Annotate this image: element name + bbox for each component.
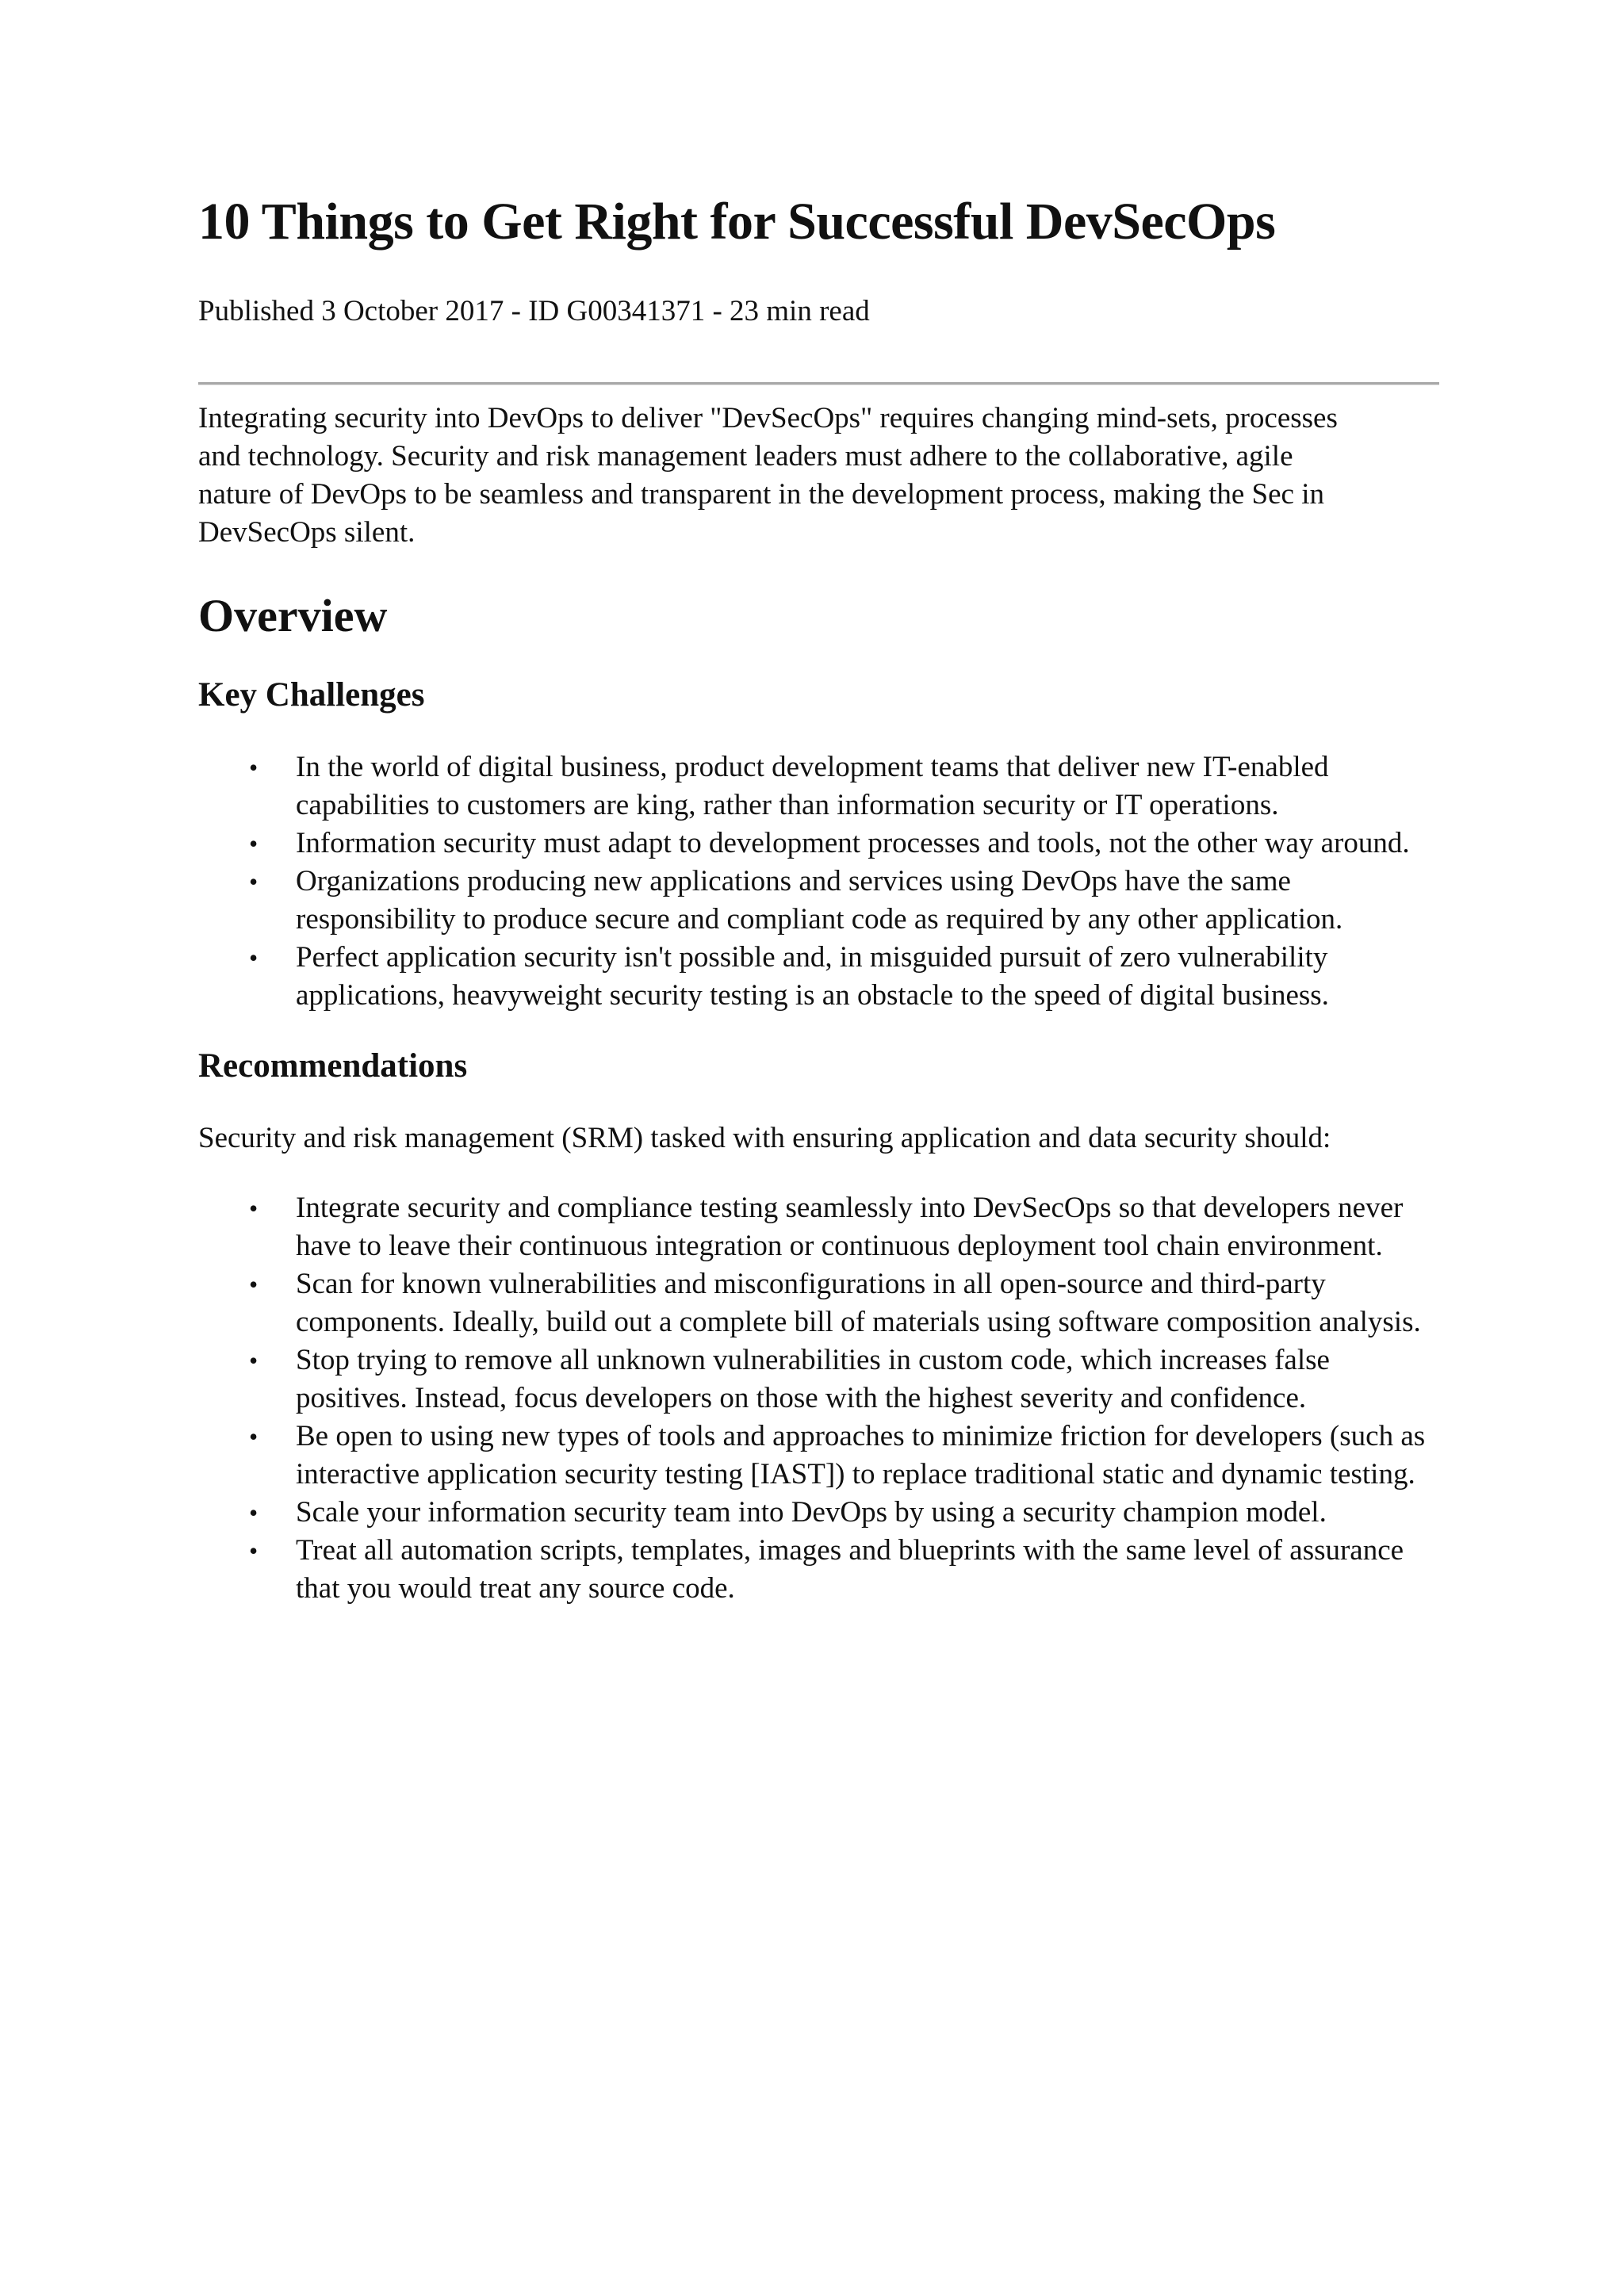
list-item (198, 1532, 1446, 1608)
list-item (198, 1418, 1446, 1494)
recommendations-intro: Security and risk management (SRM) tasked with ensuring application and data security should: (198, 1122, 1331, 1154)
overview-heading: Overview (198, 590, 388, 641)
key-challenges-heading: Key Challenges (198, 676, 425, 714)
recommendations-list (198, 1189, 1435, 1608)
list-item (198, 748, 1446, 825)
abstract: Integrating security into DevOps to deliver "DevSecOps" requires changing mind-sets, processes and technology. Security and risk management leaders must adhere to the collaborative, agile nature of DevOps to be seamless and transparent in the development process, making the Sec in DevSecOps silent. (198, 402, 1338, 549)
bullet-icon: • (249, 1346, 259, 1375)
list-item (198, 825, 1446, 863)
bullet-icon: • (249, 1194, 259, 1223)
bullet-icon: • (249, 943, 259, 972)
list-item (198, 1494, 1446, 1532)
bullet-icon: • (249, 753, 259, 782)
list-item-text: Information security must adapt to development processes and tools, not the other way around. (296, 827, 1410, 859)
list-item-text: Scale your information security team into DevOps by using a security champion model. (296, 1496, 1327, 1529)
bullet-icon: • (249, 867, 259, 896)
list-item (198, 1189, 1446, 1265)
key-challenges-list (198, 748, 1435, 1015)
list-item-text: Treat all automation scripts, templates, images and blueprints with the same level of assurance that you would treat any source code. (296, 1534, 1404, 1605)
document-title: 10 Things to Get Right for Successful DevSecOps (198, 193, 1276, 251)
list-item-text: Scan for known vulnerabilities and misconfigurations in all open-source and third-party components. Ideally, build out a complete bill of materials using software composition analysis. (296, 1268, 1421, 1338)
list-item-text: Organizations producing new applications and services using DevOps have the same responsibility to produce secure and compliant code as required by any other application. (296, 865, 1343, 936)
bullet-icon: • (249, 1270, 259, 1299)
list-item-text: Stop trying to remove all unknown vulnerabilities in custom code, which increases false positives. Instead, focus developers on those with the highest severity and confidence. (296, 1344, 1330, 1414)
list-item (198, 1341, 1446, 1418)
bullet-icon: • (249, 1422, 259, 1451)
list-item-text: Integrate security and compliance testing seamlessly into DevSecOps so that developers never have to leave their continuous integration or continuous deployment tool chain environment. (296, 1192, 1404, 1262)
list-item-text: Be open to using new types of tools and approaches to minimize friction for developers (such as interactive application security testing [IAST]) to replace traditional static and dynamic testing. (296, 1420, 1426, 1490)
list-item (198, 939, 1446, 1015)
bullet-icon: • (249, 1536, 259, 1565)
list-item-text: Perfect application security isn't possible and, in misguided pursuit of zero vulnerability applications, heavyweight security testing is an obstacle to the speed of digital business. (296, 941, 1329, 1012)
publication-meta: Published 3 October 2017 - ID G00341371 - 23 min read (198, 295, 870, 327)
list-item (198, 863, 1446, 939)
recommendations-heading: Recommendations (198, 1047, 468, 1085)
document-page (198, 190, 1435, 1608)
bullet-icon: • (249, 1498, 259, 1527)
divider (198, 382, 1439, 385)
list-item (198, 1265, 1446, 1341)
bullet-icon: • (249, 829, 259, 858)
list-item-text: In the world of digital business, product development teams that deliver new IT-enabled capabilities to customers are king, rather than information security or IT operations. (296, 751, 1329, 821)
